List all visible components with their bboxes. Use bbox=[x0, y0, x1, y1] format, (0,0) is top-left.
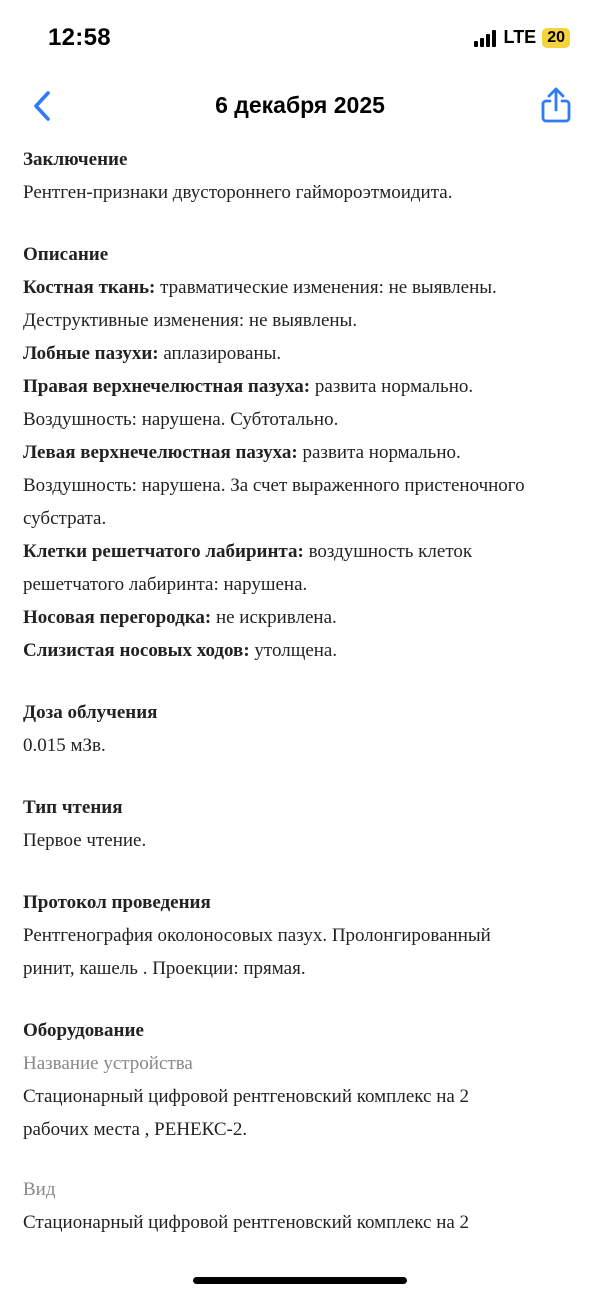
description-item bbox=[23, 535, 583, 568]
item-label: Костная ткань: bbox=[23, 277, 156, 298]
item-text: Воздушность: нарушена. За счет выраженного пристеночного bbox=[23, 475, 525, 496]
protocol-text: ринит, кашель . Проекции: прямая. bbox=[23, 958, 306, 979]
description-item bbox=[23, 436, 583, 469]
item-text: аплазированы. bbox=[158, 343, 282, 364]
protocol-heading: Протокол проведения bbox=[23, 892, 211, 913]
description-item bbox=[23, 370, 583, 403]
item-text: травматические изменения: не выявлены. bbox=[155, 277, 497, 298]
navigation-bar bbox=[0, 78, 600, 138]
battery-icon: 20 bbox=[542, 28, 570, 48]
device-type-label: Вид bbox=[23, 1179, 56, 1200]
description-item bbox=[23, 601, 583, 634]
status-indicators bbox=[474, 27, 570, 48]
page-title: 6 декабря 2025 bbox=[215, 92, 385, 118]
equipment-heading: Оборудование bbox=[23, 1020, 144, 1041]
description-heading: Описание bbox=[23, 244, 109, 265]
share-icon bbox=[540, 86, 572, 124]
item-label: Слизистая носовых ходов: bbox=[23, 640, 250, 661]
reading-type-value: Первое чтение. bbox=[23, 830, 147, 851]
home-indicator[interactable] bbox=[193, 1277, 407, 1284]
report-content bbox=[23, 143, 583, 1239]
dose-value: 0.015 мЗв. bbox=[23, 735, 106, 756]
share-button[interactable] bbox=[540, 86, 572, 124]
item-text: Деструктивные изменения: не выявлены. bbox=[23, 310, 358, 331]
signal-icon bbox=[474, 29, 496, 47]
device-type-value: Стационарный цифровой рентгеновский комплекс на 2 bbox=[23, 1212, 470, 1233]
item-text: субстрата. bbox=[23, 508, 107, 529]
network-type: LTE bbox=[503, 27, 537, 47]
conclusion-text: Рентген-признаки двустороннего гаймороэтмоидита. bbox=[23, 182, 453, 203]
item-text: воздушность клеток bbox=[303, 541, 473, 562]
item-label: Лобные пазухи: bbox=[23, 343, 159, 364]
item-text: развита нормально. bbox=[310, 376, 474, 397]
description-item bbox=[23, 271, 583, 304]
protocol-text: Рентгенография околоносовых пазух. Пролонгированный bbox=[23, 925, 491, 946]
item-text: утолщена. bbox=[249, 640, 338, 661]
item-text: не искривлена. bbox=[211, 607, 337, 628]
item-label: Носовая перегородка: bbox=[23, 607, 212, 628]
device-name-value: Стационарный цифровой рентгеновский комплекс на 2 bbox=[23, 1086, 470, 1107]
item-label: Левая верхнечелюстная пазуха: bbox=[23, 442, 298, 463]
description-item bbox=[23, 634, 583, 667]
status-time: 12:58 bbox=[48, 24, 111, 51]
item-text: Воздушность: нарушена. Субтотально. bbox=[23, 409, 339, 430]
reading-type-heading: Тип чтения bbox=[23, 797, 123, 818]
description-item bbox=[23, 337, 583, 370]
item-text: развита нормально. bbox=[297, 442, 461, 463]
dose-heading: Доза облучения bbox=[23, 702, 158, 723]
item-label: Клетки решетчатого лабиринта: bbox=[23, 541, 304, 562]
status-bar bbox=[0, 0, 600, 78]
conclusion-heading: Заключение bbox=[23, 149, 128, 170]
device-name-label: Название устройства bbox=[23, 1053, 193, 1074]
item-text: решетчатого лабиринта: нарушена. bbox=[23, 574, 308, 595]
device-name-value: рабочих места , РЕНЕКС-2. bbox=[23, 1119, 248, 1140]
item-label: Правая верхнечелюстная пазуха: bbox=[23, 376, 311, 397]
